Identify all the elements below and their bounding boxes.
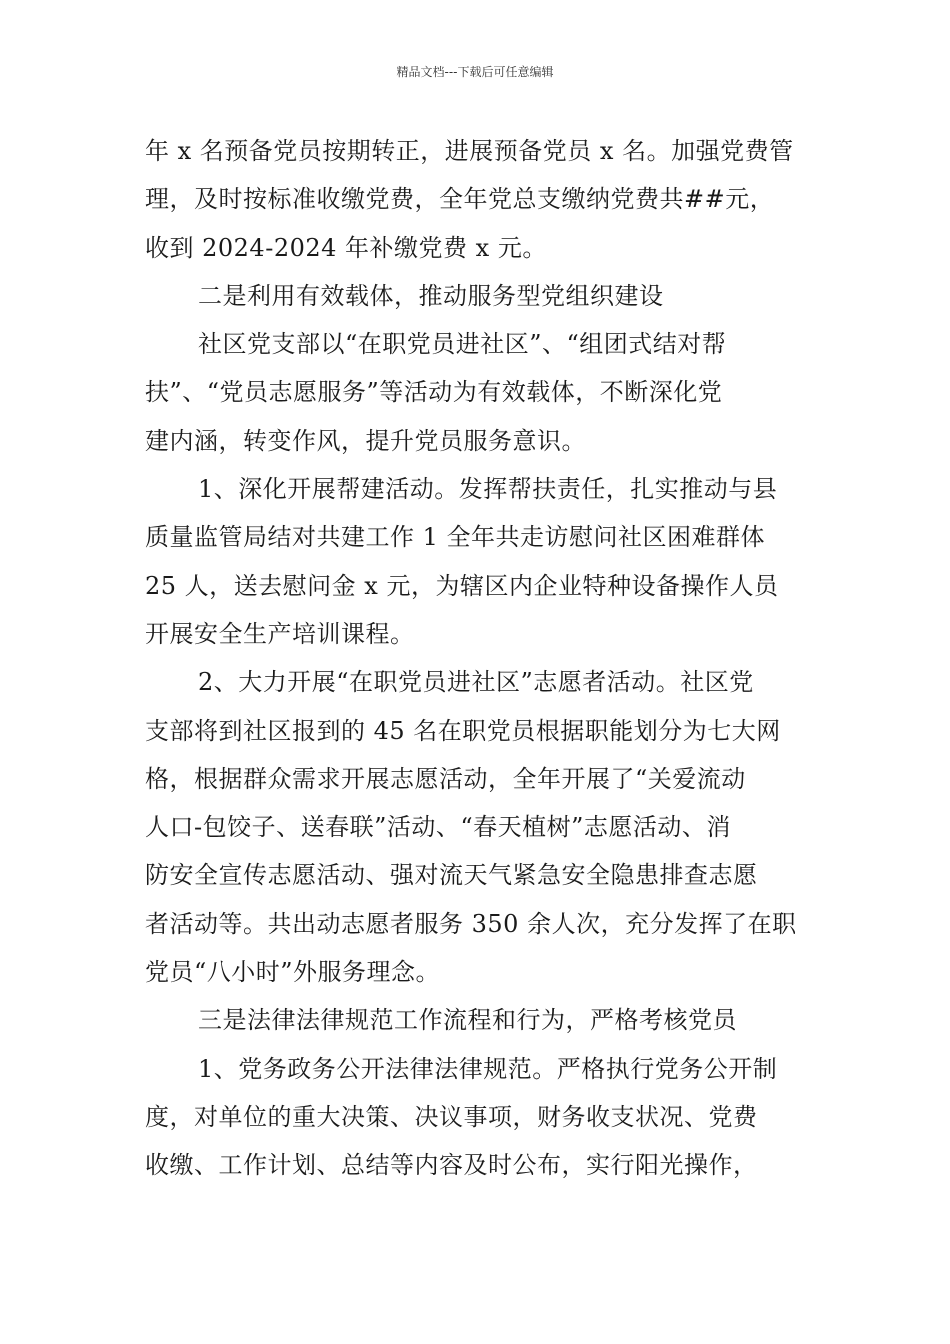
text-line: 收到 2024-2024 年补缴党费 x 元。 — [145, 233, 547, 262]
text-line: 2、大力开展“在职党员进社区”志愿者活动。社区党 — [198, 668, 754, 697]
text-line: 年 x 名预备党员按期转正，进展预备党员 x 名。加强党费管 — [145, 137, 794, 165]
document-body — [145, 127, 809, 1190]
text-line: 1、党务政务公开法律法律规范。严格执行党务公开制 — [198, 1054, 778, 1083]
text-line: 开展安全生产培训课程。 — [145, 619, 415, 648]
page-header: 精品文档---下载后可任意编辑 — [396, 65, 554, 79]
section-heading: 三是法律法律规范工作流程和行为，严格考核党员 — [198, 1006, 737, 1035]
text-line: 党员“八小时”外服务理念。 — [145, 958, 441, 987]
text-line: 1、深化开展帮建活动。发挥帮扶责任，扎实推动与县 — [198, 475, 778, 504]
text-line: 防安全宣传志愿活动、强对流天气紧急安全隐患排查志愿 — [145, 861, 758, 890]
text-line: 质量监管局结对共建工作 1 全年共走访慰问社区困难群体 — [145, 523, 766, 552]
text-line: 理，及时按标准收缴党费，全年党总支缴纳党费共##元， — [145, 185, 775, 214]
text-line: 人口-包饺子、送春联”活动、“春天植树”志愿活动、消 — [145, 813, 731, 842]
text-line: 收缴、工作计划、总结等内容及时公布，实行阳光操作， — [145, 1151, 758, 1180]
text-line: 25 人，送去慰问金 x 元，为辖区内企业特种设备操作人员 — [145, 571, 779, 600]
text-line: 者活动等。共出动志愿者服务 350 余人次，充分发挥了在职 — [145, 909, 797, 938]
text-line: 建内涵，转变作风，提升党员服务意识。 — [145, 426, 586, 455]
text-line: 社区党支部以“在职党员进社区”、“组团式结对帮 — [198, 330, 727, 359]
text-line: 度，对单位的重大决策、决议事项，财务收支状况、党费 — [145, 1102, 758, 1131]
text-line: 格，根据群众需求开展志愿活动，全年开展了“关爱流动 — [145, 764, 746, 793]
text-line: 扶”、“党员志愿服务”等活动为有效载体，不断深化党 — [145, 378, 723, 407]
section-heading: 二是利用有效载体，推动服务型党组织建设 — [198, 281, 664, 310]
text-line: 支部将到社区报到的 45 名在职党员根据职能划分为七大网 — [145, 716, 781, 745]
